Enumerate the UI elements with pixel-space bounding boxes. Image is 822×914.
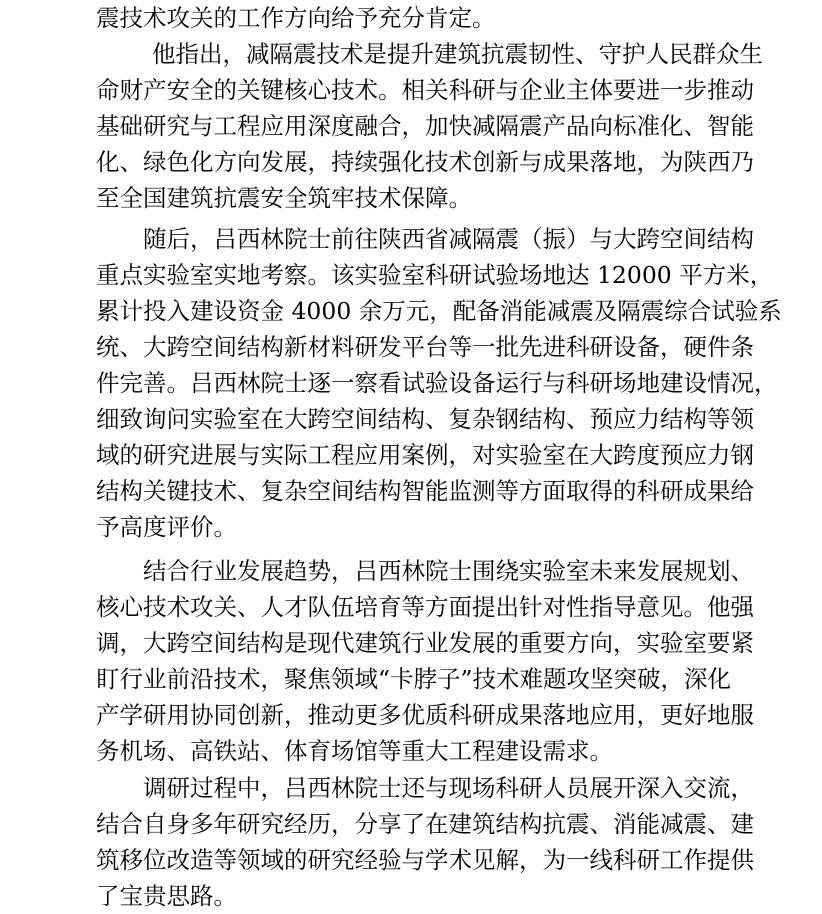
text-line: 统、大跨空间结构新材料研发平台等一批先进科研设备，硬件条 <box>96 333 754 361</box>
text-line: 结合行业发展趋势，吕西林院士围绕实验室未来发展规划、 <box>143 557 754 585</box>
text-line: 予高度评价。 <box>96 513 237 541</box>
text-line: 累计投入建设资金 4000 余万元，配备消能减震及隔震综合试验系 <box>96 297 782 325</box>
text-line: 至全国建筑抗震安全筑牢技术保障。 <box>96 184 472 212</box>
text-line: 域的研究进展与实际工程应用案例，对实验室在大跨度预应力钢 <box>96 441 754 469</box>
text-line: 基础研究与工程应用深度融合，加快减隔震产品向标准化、智能 <box>96 112 754 140</box>
text-line: 核心技术攻关、人才队伍培育等方面提出针对性指导意见。他强 <box>96 593 754 621</box>
text-line: 调，大跨空间结构是现代建筑行业发展的重要方向，实验室要紧 <box>96 629 754 657</box>
text-line: 了宝贵思路。 <box>96 882 237 910</box>
text-line: 调研过程中，吕西林院士还与现场科研人员展开深入交流， <box>143 774 754 802</box>
text-line: 筑移位改造等领域的研究经验与学术见解，为一线科研工作提供 <box>96 846 754 874</box>
text-line: 盯行业前沿技术，聚焦领域“卡脖子”技术难题攻坚突破，深化 <box>96 665 732 693</box>
text-line: 件完善。吕西林院士逐一察看试验设备运行与科研场地建设情况， <box>96 369 778 397</box>
text-line: 结构关键技术、复杂空间结构智能监测等方面取得的科研成果给 <box>96 477 754 505</box>
document-page <box>96 0 782 910</box>
text-line: 随后，吕西林院士前往陕西省减隔震（振）与大跨空间结构 <box>143 225 754 253</box>
text-line: 务机场、高铁站、体育场馆等重大工程建设需求。 <box>96 737 613 765</box>
text-line: 他指出，减隔震技术是提升建筑抗震韧性、守护人民群众生 <box>152 40 763 68</box>
text-line: 震技术攻关的工作方向给予充分肯定。 <box>96 4 496 32</box>
text-line: 产学研用协同创新，推动更多优质科研成果落地应用，更好地服 <box>96 701 754 729</box>
text-line: 结合自身多年研究经历，分享了在建筑结构抗震、消能减震、建 <box>96 810 754 838</box>
text-line: 细致询问实验室在大跨空间结构、复杂钢结构、预应力结构等领 <box>96 405 754 433</box>
text-line: 命财产安全的关键核心技术。相关科研与企业主体要进一步推动 <box>96 76 754 104</box>
text-line: 化、绿色化方向发展，持续强化技术创新与成果落地，为陕西乃 <box>96 148 754 176</box>
text-line: 重点实验室实地考察。该实验室科研试验场地达 12000 平方米， <box>96 261 774 289</box>
